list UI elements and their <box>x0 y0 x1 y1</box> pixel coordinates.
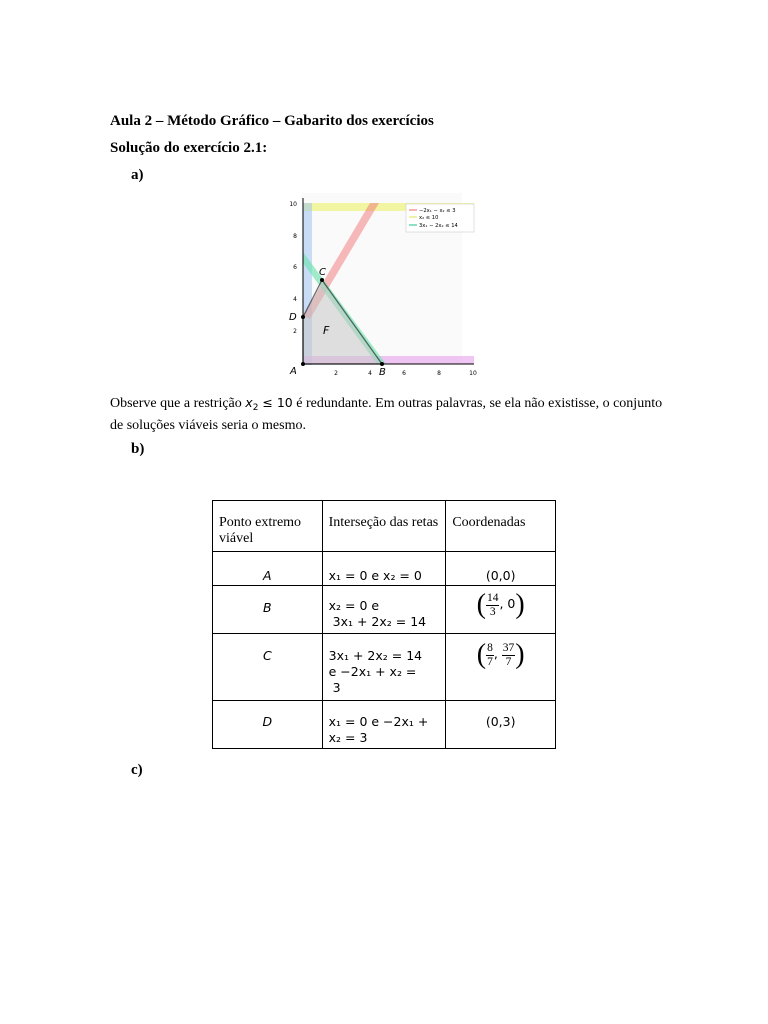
y-tick: 8 <box>293 233 297 240</box>
part-a-label: a) <box>131 167 144 183</box>
x-tick: 8 <box>437 370 441 377</box>
part-c-label: c) <box>131 762 143 778</box>
y-tick: 6 <box>293 264 297 271</box>
table-row: D x₁ = 0 e −2x₁ + x₂ = 3 (0,3) <box>213 701 556 749</box>
vertex-C <box>320 278 324 282</box>
label-D: D <box>289 312 297 323</box>
coordinates-C: ( $\frac{8}{7}$ , $\frac{37}{7}$ ) <box>476 639 525 670</box>
y-tick: 10 <box>289 201 297 208</box>
table-header-row <box>213 501 556 552</box>
extreme-points-table <box>212 500 556 749</box>
table-row: C 3x₁ + 2x₂ = 14 e −2x₁ + x₂ = 3 ( $\frac{8}{7}$ , $\frac{37}{7}$ ) <box>213 634 556 701</box>
legend-item: x₂ ≤ 10 <box>419 215 439 221</box>
redundancy-note: Observe que a restrição $x_2 \le 10$ é redundante. Em outras palavras, se ela não existisse, o conjunto de soluções viáveis seria o mesmo. <box>110 395 663 433</box>
x-tick: 2 <box>334 370 338 377</box>
header-cell: Ponto extremo viável <box>219 515 302 546</box>
header-cell: Coordenadas <box>452 515 526 530</box>
legend-item: 3x₁ − 2x₂ ≤ 14 <box>419 223 458 229</box>
x-tick: 10 <box>469 370 477 377</box>
label-B: B <box>379 367 386 378</box>
label-A: A <box>290 366 297 377</box>
coordinates-B: ( $\frac{14}{3}$ , 0) <box>476 589 525 620</box>
exercise-heading: Solução do exercício 2.1: <box>110 140 268 156</box>
x-tick: 6 <box>402 370 406 377</box>
label-C: C <box>319 267 326 278</box>
table-row: A x₁ = 0 e x₂ = 0 (0,0) <box>213 552 556 586</box>
x-tick: 4 <box>368 370 372 377</box>
header-cell: Interseção das retas <box>328 515 439 530</box>
label-F: F <box>323 324 330 337</box>
vertex-B <box>380 362 384 366</box>
legend-item: −2x₁ − x₂ ≤ 3 <box>419 208 456 214</box>
feasible-region-graph <box>282 193 482 383</box>
vertex-A <box>301 362 305 366</box>
part-b-label: b) <box>131 441 145 457</box>
y-tick: 4 <box>293 296 297 303</box>
table-row: B x₂ = 0 e 3x₁ + 2x₂ = 14 ( $\frac{14}{3}$ , 0) <box>213 586 556 634</box>
vertex-D <box>301 315 305 319</box>
page-title: Aula 2 – Método Gráfico – Gabarito dos exercícios <box>110 113 434 129</box>
y-tick: 2 <box>293 328 297 335</box>
inline-math: $x_2 \le 10$ <box>245 395 293 413</box>
